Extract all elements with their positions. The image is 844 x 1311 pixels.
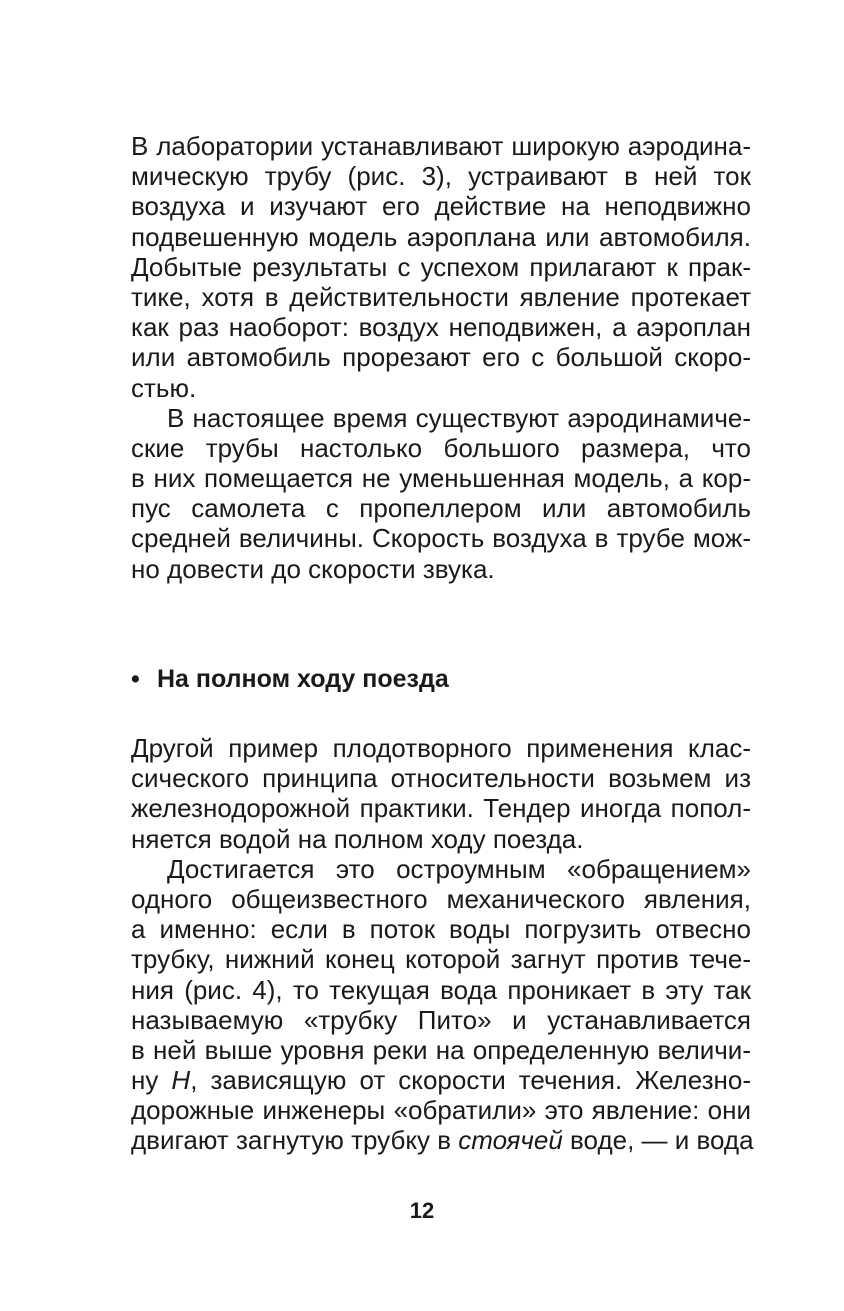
text-line: сического принципа относительности возьмем из: [131, 763, 751, 794]
text-fragment: , зависящую от скорости течения. Железно-: [190, 1065, 751, 1096]
text-line: [131, 1065, 751, 1095]
text-line: Другой пример плодотворного применения клас-: [131, 733, 751, 763]
text-line: стью.: [131, 372, 197, 403]
text-line: В лаборатории устанавливают широкую аэродина-: [131, 131, 751, 161]
text-fragment: ну: [131, 1065, 172, 1096]
text-line: няется водой на полном ходу поезда.: [131, 823, 584, 854]
text-block-bottom: [131, 733, 754, 1156]
bullet-icon: •: [131, 665, 140, 693]
page-number: 12: [409, 1198, 435, 1223]
text-line: дорожные инженеры «обратили» это явление: они: [131, 1095, 751, 1126]
text-line: средней величины. Скорость воздуха в трубе мож-: [131, 523, 751, 554]
text-line: или автомобиль прорезают его с большой скоро-: [131, 342, 751, 373]
text-line: В настоящее время существуют аэродинамиче-: [167, 402, 751, 433]
text-line: [131, 1125, 754, 1156]
section-heading-text: На полном ходу поезда: [157, 665, 449, 693]
text-line: в ней выше уровня реки на определенную величи-: [131, 1034, 751, 1065]
text-line: воздуха и изучают его действие на неподвижно: [131, 191, 751, 222]
text-line: трубку, нижний конец которой загнут против тече-: [131, 944, 751, 975]
text-line: ния (рис. 4), то текущая вода проникает в эту так: [131, 974, 751, 1005]
italic-variable: H: [171, 1065, 191, 1096]
section-heading: [131, 665, 449, 694]
text-line: Добытые результаты с успехом прилагают к прак-: [131, 251, 751, 282]
text-line: пус самолета с пропеллером или автомобиль: [131, 493, 751, 524]
text-line: тике, хотя в действительности явление протекает: [131, 281, 751, 312]
text-block-top: [131, 131, 751, 584]
text-line: железнодорожной практики. Тендер иногда попол-: [131, 793, 751, 824]
text-line: называемую «трубку Пито» и устанавливается: [131, 1004, 751, 1035]
text-line: в них помещается не уменьшенная модель, а кор-: [131, 463, 751, 494]
text-line: Достигается это остроумным «обращением»: [167, 853, 751, 884]
italic-emphasis: стоячей: [458, 1125, 563, 1156]
text-line: ские трубы настолько большого размера, что: [131, 432, 751, 463]
text-line: подвешенную модель аэроплана или автомобиля.: [131, 221, 751, 252]
text-line: но довести до скорости звука.: [131, 553, 495, 584]
text-line: а именно: если в поток воды погрузить отвесно: [131, 914, 751, 945]
text-fragment: двигают загнутую трубку в: [131, 1125, 459, 1156]
text-line: одного общеизвестного механического явления,: [131, 883, 751, 914]
text-line: как раз наоборот: воздух неподвижен, а аэроплан: [131, 312, 751, 343]
text-fragment: воде, — и вода: [562, 1125, 754, 1156]
text-line: мическую трубу (рис. 3), устраивают в ней ток: [131, 161, 751, 192]
